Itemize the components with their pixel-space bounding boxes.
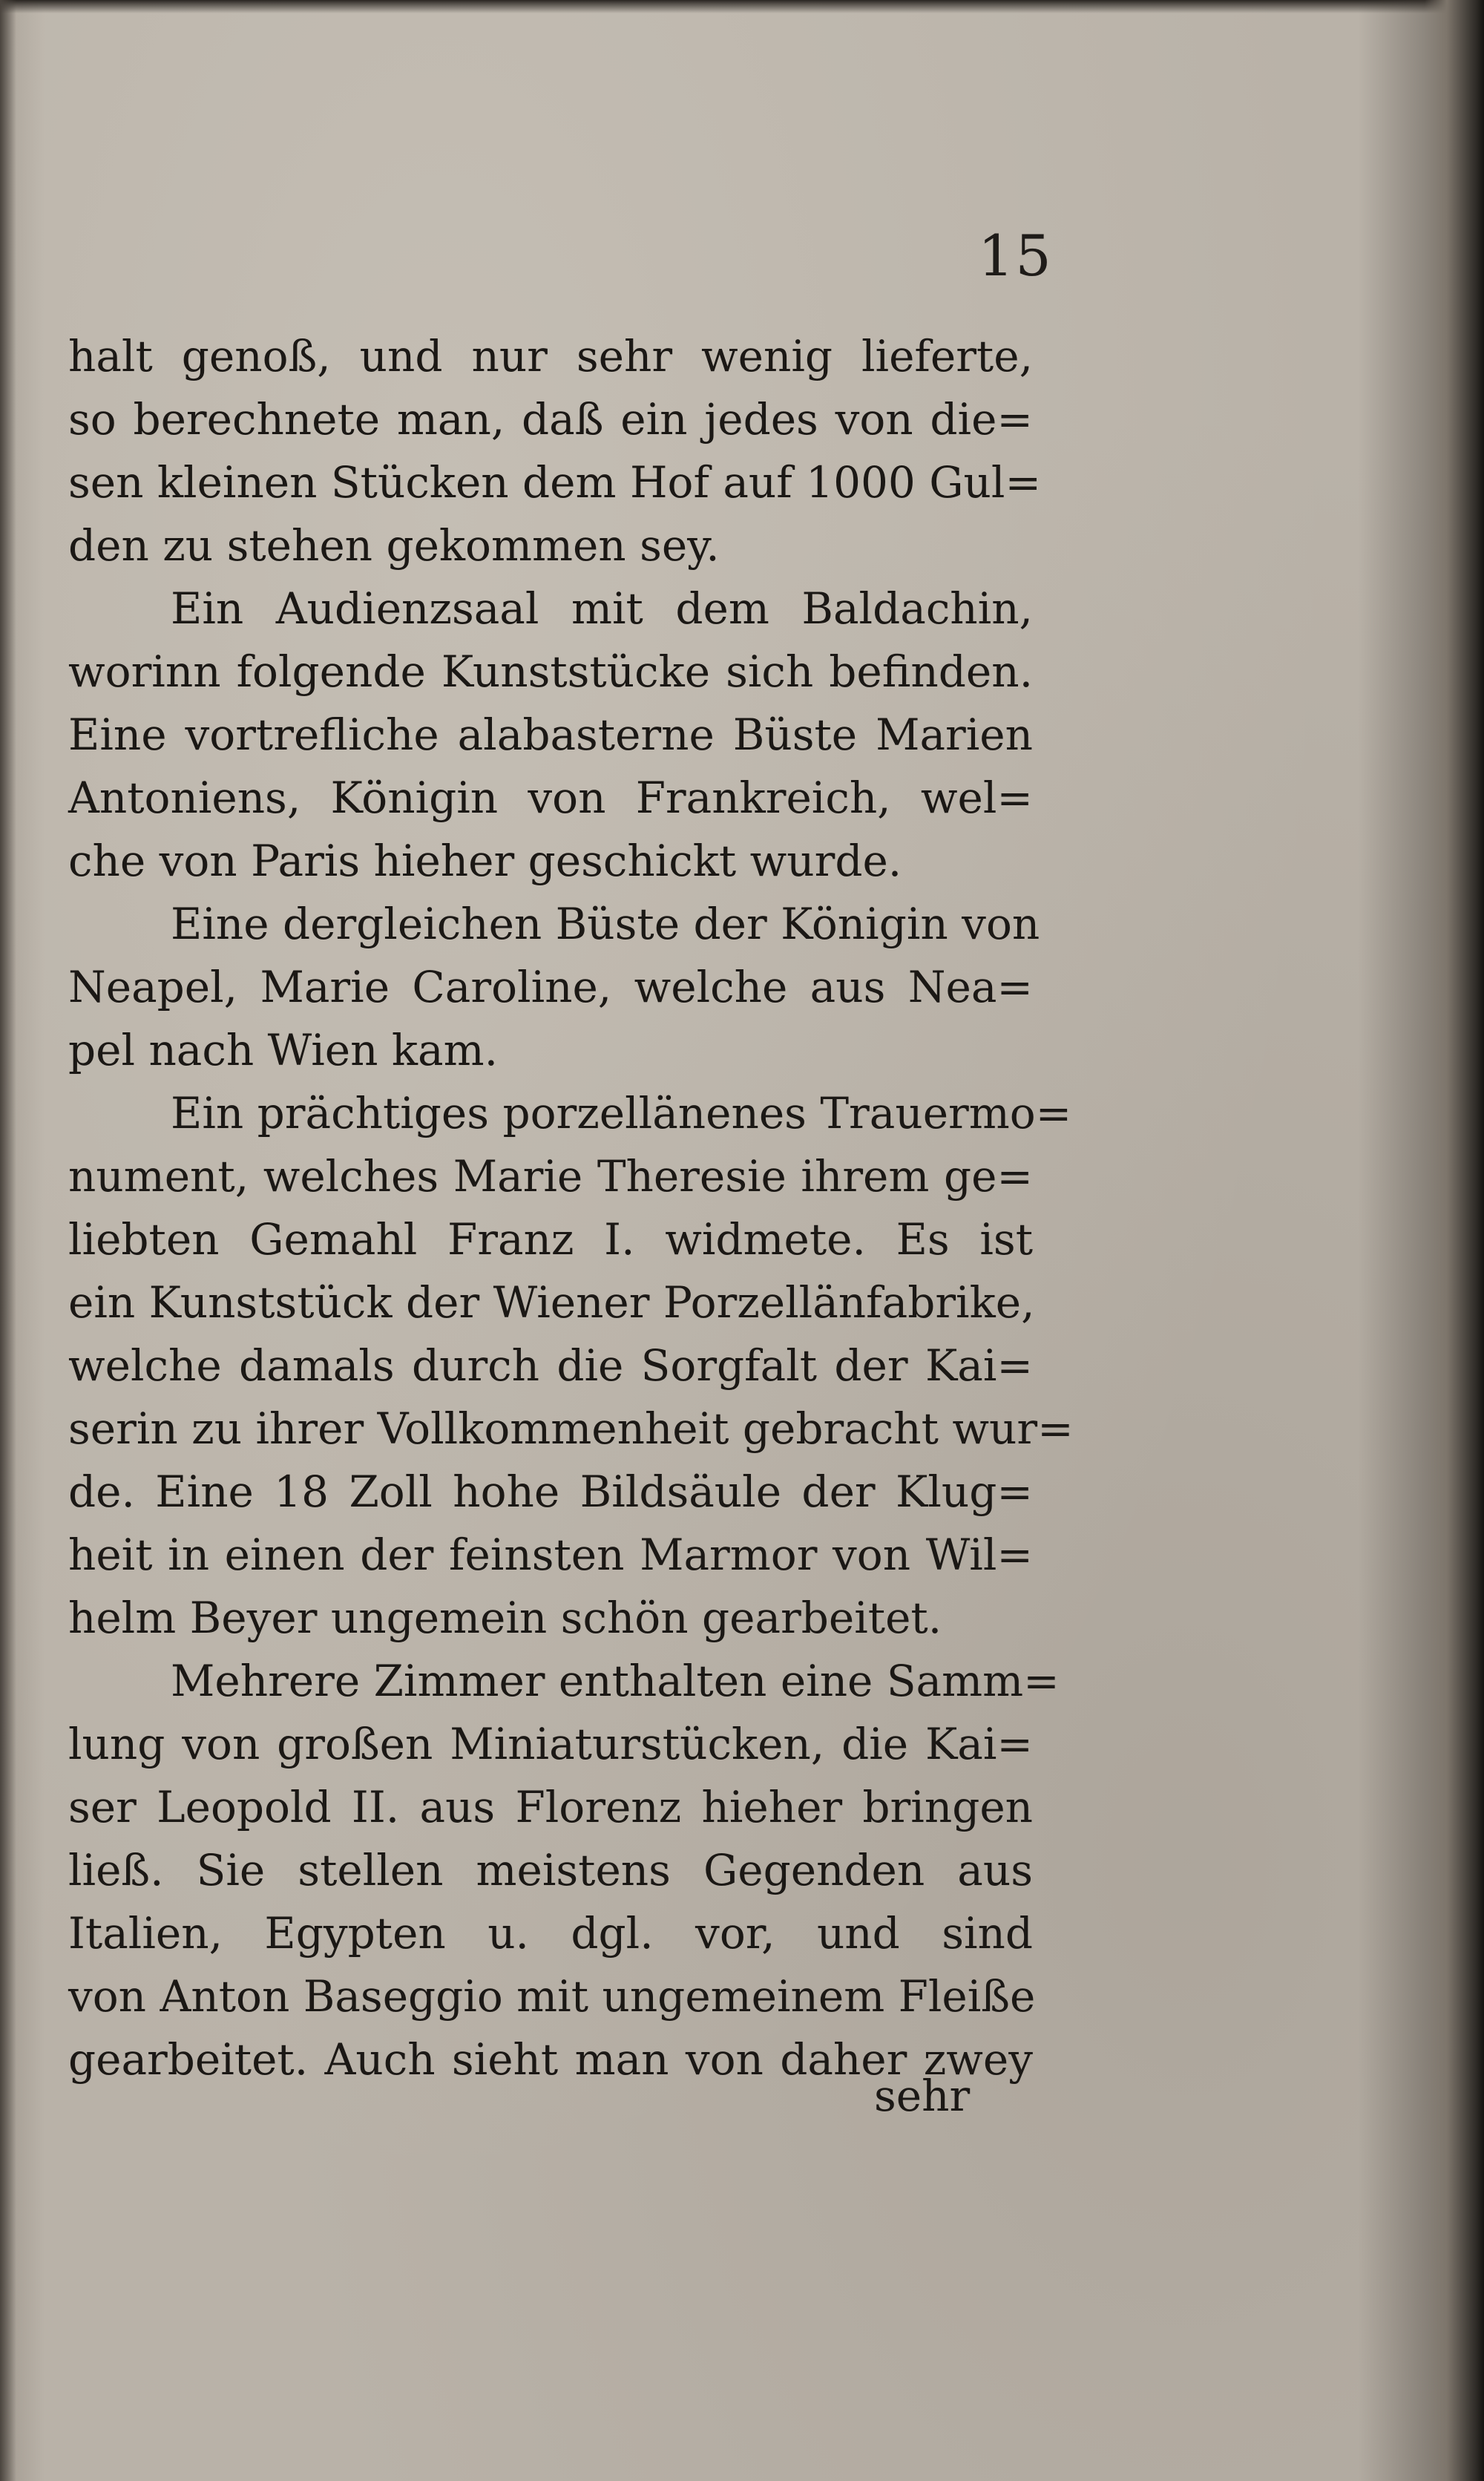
text-line: liebten Gemahl Franz I. widmete. Es ist (68, 1214, 1033, 1265)
text-line: pel nach Wien kam. (68, 1025, 499, 1075)
book-spine-shadow (1358, 0, 1484, 2481)
text-line: Ein Audienzsaal mit dem Baldachin, (171, 583, 1033, 634)
text-line: nument, welches Marie Theresie ihrem ge= (68, 1151, 1033, 1202)
text-line: de. Eine 18 Zoll hohe Bildsäule der Klug= (68, 1466, 1033, 1517)
text-line: lung von großen Miniaturstücken, die Kai= (68, 1719, 1033, 1769)
text-line: halt genoß, und nur sehr wenig lieferte, (68, 331, 1033, 381)
text-line: worinn folgende Kunststücke sich befinden. (68, 646, 1033, 697)
text-line: so berechnete man, daß ein jedes von die= (68, 394, 1033, 445)
text-line: Italien, Egypten u. dgl. vor, und sind (68, 1908, 1033, 1959)
text-line: ließ. Sie stellen meistens Gegenden aus (68, 1845, 1033, 1895)
body-text (68, 325, 1074, 2091)
text-line: Neapel, Marie Caroline, welche aus Nea= (68, 962, 1033, 1012)
text-line: che von Paris hieher geschickt wurde. (68, 836, 902, 886)
text-line: helm Beyer ungemein schön gearbeitet. (68, 1593, 942, 1643)
page-left-edge (0, 0, 16, 2481)
text-line: von Anton Baseggio mit ungemeinem Fleiße (68, 1971, 1036, 2022)
text-line: sen kleinen Stücken dem Hof auf 1000 Gul= (68, 457, 1042, 508)
text-line: ein Kunststück der Wiener Porzellänfabrike, (68, 1277, 1035, 1328)
text-line: Eine dergleichen Büste der Königin von (171, 899, 1040, 949)
text-line: den zu stehen gekommen sey. (68, 520, 720, 571)
page-top-edge (0, 0, 1484, 13)
text-line: serin zu ihrer Vollkommenheit gebracht wur= (68, 1403, 1074, 1454)
text-line: Mehrere Zimmer enthalten eine Samm= (171, 1656, 1060, 1706)
page-number: 15 (978, 223, 1053, 289)
text-line: Eine vortrefliche alabasterne Büste Marien (68, 709, 1033, 760)
text-line: heit in einen der feinsten Marmor von Wil= (68, 1530, 1033, 1580)
text-line: Ein prächtiges porzellänenes Trauermo= (171, 1088, 1072, 1138)
text-line: Antoniens, Königin von Frankreich, wel= (68, 773, 1033, 823)
text-line: ser Leopold II. aus Florenz hieher bringen (68, 1782, 1033, 1832)
text-line: gearbeitet. Auch sieht man von daher zwey (68, 2034, 1033, 2085)
text-line: welche damals durch die Sorgfalt der Kai= (68, 1340, 1033, 1391)
catchword: sehr (874, 2071, 971, 2121)
